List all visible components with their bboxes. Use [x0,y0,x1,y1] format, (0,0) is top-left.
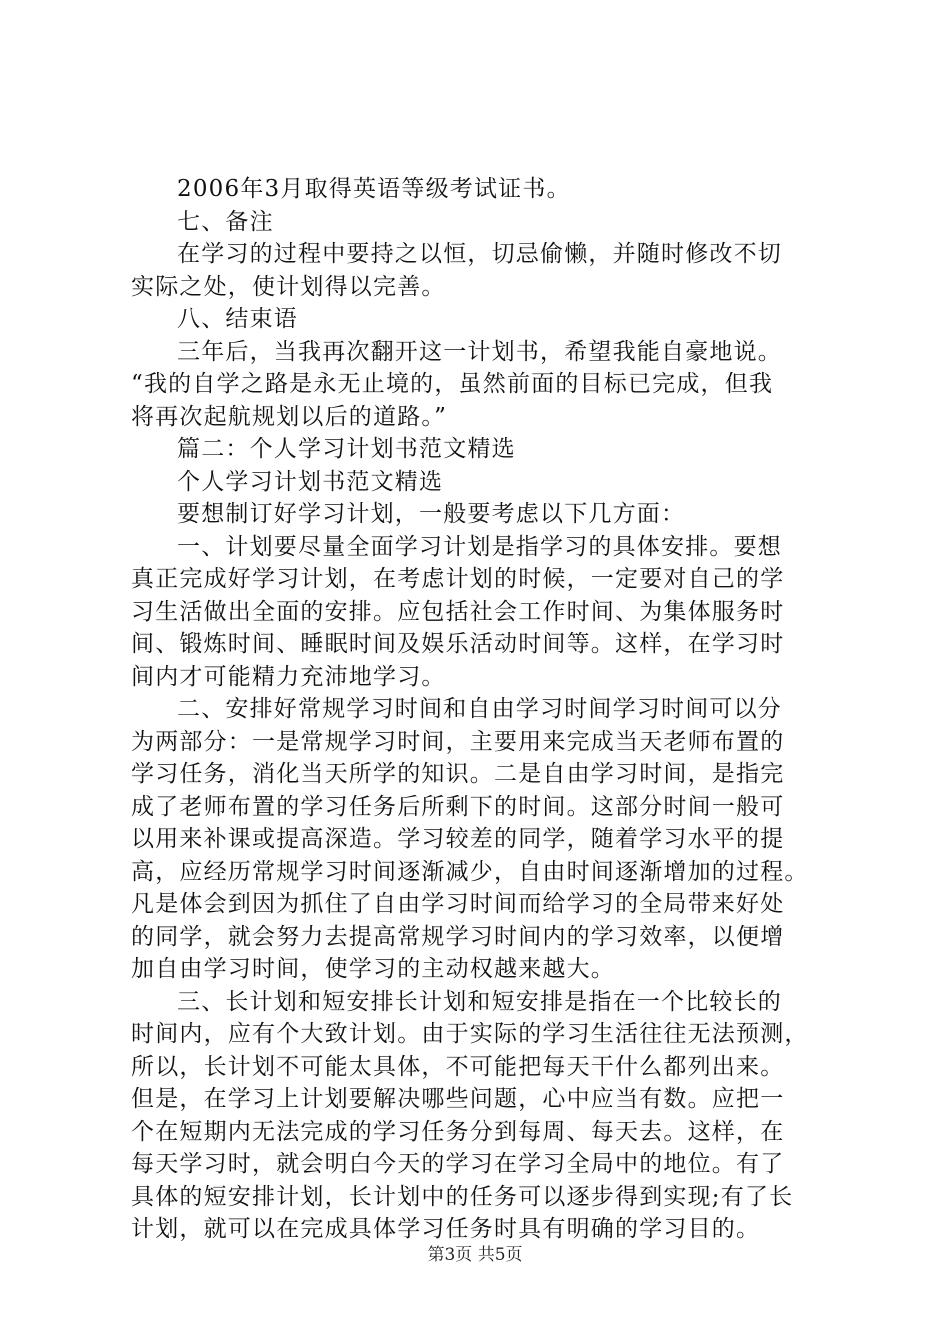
text-line: 每天学习时，就会明白今天的学习在学习全局中的地位。有了 [131,1151,785,1177]
text-line: 在学习的过程中要持之以恒，切忌偷懒，并随时修改不切 [177,241,782,267]
text-line: 凡是体会到因为抓住了自由学习时间而给学习的全局带来好处 [131,891,785,917]
text-line: 2006年3月取得英语等级考试证书。 [177,176,571,202]
text-line: 习生活做出全面的安排。应包括社会工作时间、为集体服务时 [131,598,785,625]
text-line: 但是，在学习上计划要解决哪些问题，心中应当有数。应把一 [131,1086,785,1112]
text-line: 成了老师布置的学习任务后所剩下的时间。这部分时间一般可 [131,793,785,820]
text-line: 个人学习计划书范文精选 [177,468,444,495]
text-line: 要想制订好学习计划，一般要考虑以下几方面： [177,501,686,527]
text-line: 计划，就可以在完成具体学习任务时具有明确的学习目的。 [131,1216,761,1242]
text-line: 一、计划要尽量全面学习计划是指学习的具体安排。要想 [177,533,782,560]
text-line: 实际之处，使计划得以完善。 [131,273,446,300]
text-line: 将再次起航规划以后的道路。” [131,403,448,430]
text-line: 具体的短安排计划，长计划中的任务可以逐步得到实现;有了长 [131,1183,794,1210]
text-line: 三年后，当我再次翻开这一计划书，希望我能自豪地说。 [177,338,782,365]
text-line: 为两部分：一是常规学习时间，主要用来完成当天老师布置的 [131,728,785,755]
text-line: 间、锻炼时间、睡眠时间及娱乐活动时间等。这样，在学习时 [131,631,785,657]
text-line: 加自由学习时间，使学习的主动权越来越大。 [131,956,615,982]
text-line: 高，应经历常规学习时间逐渐减少，自由时间逐渐增加的过程。 [131,858,809,885]
text-line: “我的自学之路是永无止境的，虽然前面的目标已完成，但我 [131,371,774,397]
paragraph-lines [131,173,831,1246]
text-line: 个在短期内无法完成的学习任务分到每周、每天去。这样，在 [131,1118,785,1145]
text-line: 二、安排好常规学习时间和自由学习时间学习时间可以分 [177,696,782,722]
text-line: 三、长计划和短安排长计划和短安排是指在一个比较长的 [177,988,782,1015]
text-line: 以用来补课或提高深造。学习较差的同学，随着学习水平的提 [131,826,785,852]
text-line: 学习任务，消化当天所学的知识。二是自由学习时间，是指完 [131,761,785,787]
page-number-footer: 第3页 共5页 [427,1245,523,1265]
text-line: 所以，长计划不可能太具体，不可能把每天干什么都列出来。 [131,1053,785,1080]
text-line: 七、备注 [177,208,274,235]
text-line: 篇二：个人学习计划书范文精选 [177,436,516,462]
text-line: 间内才可能精力充沛地学习。 [131,663,446,690]
text-line: 的同学，就会努力去提高常规学习时间内的学习效率，以便增 [131,923,785,950]
text-line: 真正完成好学习计划，在考虑计划的时候，一定要对自己的学 [131,566,785,592]
text-line: 八、结束语 [177,306,298,332]
text-line: 时间内，应有个大致计划。由于实际的学习生活往往无法预测， [131,1021,809,1047]
document-body [131,173,831,1246]
